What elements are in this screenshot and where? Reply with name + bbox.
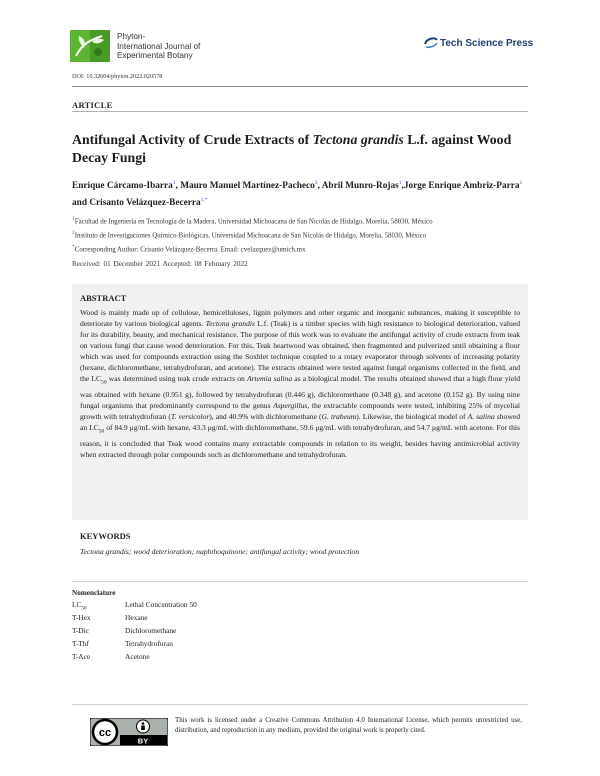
publisher-name: Tech Science Press (440, 38, 534, 49)
author-separator: , (175, 181, 181, 192)
license-text: This work is licensed under a Creative Commons Attribution 4.0 International License, which permits unrestricted use, distribution, and reproduction in any medium, provided the original work is properly cited. (175, 717, 522, 734)
affiliation-text[interactable]: Corresponding Author: Crisanto Velázquez-Becerra. Email: cvelazquez@umich.mx (74, 246, 306, 254)
nomenclature-definition: Lethal Concentration 50 (125, 600, 197, 609)
nomenclature-symbol (72, 652, 90, 661)
by-icon-text: BY (137, 736, 149, 746)
nomenclature-heading: Nomenclature (72, 589, 116, 597)
abstract-segment: ). Likewise, the biological model of (356, 411, 468, 421)
author-affiliation-mark[interactable]: 1 (398, 180, 402, 186)
journal-name-line3: Experimental Botany (117, 51, 193, 61)
author-separator: and (72, 198, 90, 209)
received-dates: Received: 01 December 2021 Accepted: 08 February 2022 (72, 260, 248, 268)
nomenclature-symbol-subscript: 50 (81, 606, 87, 612)
affiliation-text: Facultad de Ingeniería en Tecnología de la Madera, Universidad Michoacana de San Nicolás de Hidalgo, Morelia, 58030, México (74, 218, 433, 226)
abstract-segment: as a biological model. The results obtained showed that a high flour yield was obtained with hexane (0.951 g), followed by tetrahydrofuran (0.446 g), dichloromethane (0.348 g), and acetone (0.152 g). By using nine fungal organisms that predominantly correspond to the genus (80, 374, 521, 410)
nomenclature-symbol (72, 626, 89, 635)
abstract-subscript: 50 (98, 428, 105, 435)
cc-icon-text: cc (98, 727, 112, 739)
keyword-species: Tectona grandis (80, 547, 129, 556)
nomenclature-divider (72, 581, 528, 582)
journal-name (117, 32, 200, 61)
nomenclature-row (72, 639, 372, 650)
nomenclature-symbol (72, 639, 89, 648)
abstract-segment: Wood is mainly made up of cellulose, hemicelluloses, lignin polymers and other organic and inorganic substances, making it susceptible to deteriorate by various biological agents. (80, 308, 520, 329)
abstract-subscript: 50 (101, 379, 107, 386)
doi[interactable]: DOI: 10.32604/phyton.2022.020578 (72, 73, 163, 80)
abstract-segment: showed an LC (80, 411, 520, 432)
author-name: Enrique Cárcamo-Ibarra (72, 181, 173, 192)
nomenclature-row (72, 626, 372, 637)
nomenclature-symbol-text: T-Ace (72, 652, 91, 661)
article-divider (72, 111, 528, 112)
author-name: Jorge Enrique Ambriz-Parra (403, 181, 520, 192)
abstract-segment: , the extractable compounds were tested, inhibiting 25% of mycelial growth with tetrahydrofuran ( (80, 400, 520, 421)
author-affiliation-mark[interactable]: 1,* (200, 197, 208, 204)
journal-logo (70, 30, 110, 62)
affiliation-line (72, 242, 528, 255)
affiliation-text: Instituto de Investigaciones Químico-Biológicas, Universidad Michoacana de San Nicolás de Hidalgo, Morelia, 58030, México (74, 232, 427, 240)
abstract-segment: ), and 40.9% with dichloromethane ( (209, 411, 322, 421)
author-affiliation-mark[interactable]: 1 (172, 180, 176, 186)
abstract-italic-term: T. versicolor (170, 411, 210, 421)
publisher-logo-icon (424, 36, 438, 55)
header-divider (72, 86, 528, 87)
keywords-text (80, 547, 520, 556)
abstract-segment: L.f. (Teak) is a timber species with high resistance to biological deterioration, valued for its durability, beauty, and mechanical resistance. The purpose of this work was to evaluate the antifungal activity of crude extracts from teak on various fungi that cause wood deterioration. For this, Teak heartwood was obtained, then fragmented and pulverized until obtaining a flour which was used for compounds extraction using the Soxhlet technique coupled to a rotary evaporator through solvents of increasing polarity (hexane, dichloromethane, tetrahydrofuran, and acetone). The extracts obtained were tested against fungal organisms collected in the field, and the LC (80, 319, 520, 384)
nomenclature-definition: Acetone (125, 652, 150, 661)
abstract-italic-term: Tectona grandis (205, 319, 255, 329)
nomenclature-definition: Dichloromethane (125, 626, 177, 635)
nomenclature-symbol-text: T-Hex (72, 613, 91, 622)
abstract-text (80, 307, 520, 460)
nomenclature-row (72, 652, 372, 663)
keywords-rest: ; wood deterioration; naphthoquinone; antifungal activity; wood protection (128, 547, 360, 556)
author-separator: , (317, 181, 322, 192)
nomenclature-symbol-text: T-Dic (72, 626, 89, 635)
author-affiliation-mark[interactable]: 1 (519, 180, 523, 186)
affiliation-mark: * (72, 244, 75, 250)
nomenclature-row (72, 600, 372, 611)
abstract-italic-term: A. salina (467, 411, 495, 421)
author-name: Abril Munro-Rojas (321, 181, 399, 192)
abstract-italic-term: G. trabeum (321, 411, 357, 421)
affiliation-line (72, 228, 528, 241)
nomenclature-symbol-text: T-Thf (72, 639, 89, 648)
journal-name-line1: Phyton- (117, 32, 146, 41)
title-species: Tectona grandis (312, 132, 404, 147)
nomenclature-symbol (72, 613, 91, 622)
keywords-heading: KEYWORDS (80, 531, 131, 541)
affiliation-mark: 1 (72, 216, 75, 222)
cc-by-license-badge[interactable] (90, 718, 168, 746)
article-type: ARTICLE (72, 100, 113, 110)
author-separator: , (401, 181, 404, 192)
author-name: Crisanto Velázquez-Becerra (89, 198, 201, 209)
abstract-italic-term: Artemia salina (246, 374, 293, 384)
title-pre: Antifungal Activity of Crude Extracts of (72, 132, 313, 147)
nomenclature-symbol-text: LC (72, 600, 82, 609)
affiliation-line (72, 214, 528, 227)
author-name: Mauro Manuel Martínez-Pacheco (180, 181, 315, 192)
title-post: L.f. against Wood Decay Fungi (72, 132, 512, 165)
nomenclature-symbol (72, 600, 86, 611)
abstract-italic-term: Aspergillus (273, 400, 308, 410)
nomenclature-definition: Tetrahydrofuran (125, 639, 173, 648)
author-affiliation-mark[interactable]: 2 (314, 180, 318, 186)
author-list (72, 176, 528, 210)
nomenclature-row (72, 613, 372, 624)
footer-divider (72, 704, 528, 705)
abstract-heading: ABSTRACT (80, 293, 127, 303)
abstract-segment: of 84.9 μg/mL with hexane, 43.3 μg/mL with dichloromethane, 59.6 μg/mL with tetrahydrofuran, and 54.7 μg/mL with acetone. For this reason, it is concluded that Teak wood contains many extractable compounds in relation to its weight, besides having antimicrobial activity when extracted through polar compounds such as dichloromethane and tetrahydrofuran. (80, 422, 520, 459)
affiliation-mark: 2 (72, 230, 75, 236)
nomenclature-definition: Hexane (125, 613, 148, 622)
journal-name-line2: International Journal of (117, 41, 201, 51)
abstract-segment: was determined using teak crude extracts on (106, 374, 247, 384)
paper-title (72, 131, 528, 167)
